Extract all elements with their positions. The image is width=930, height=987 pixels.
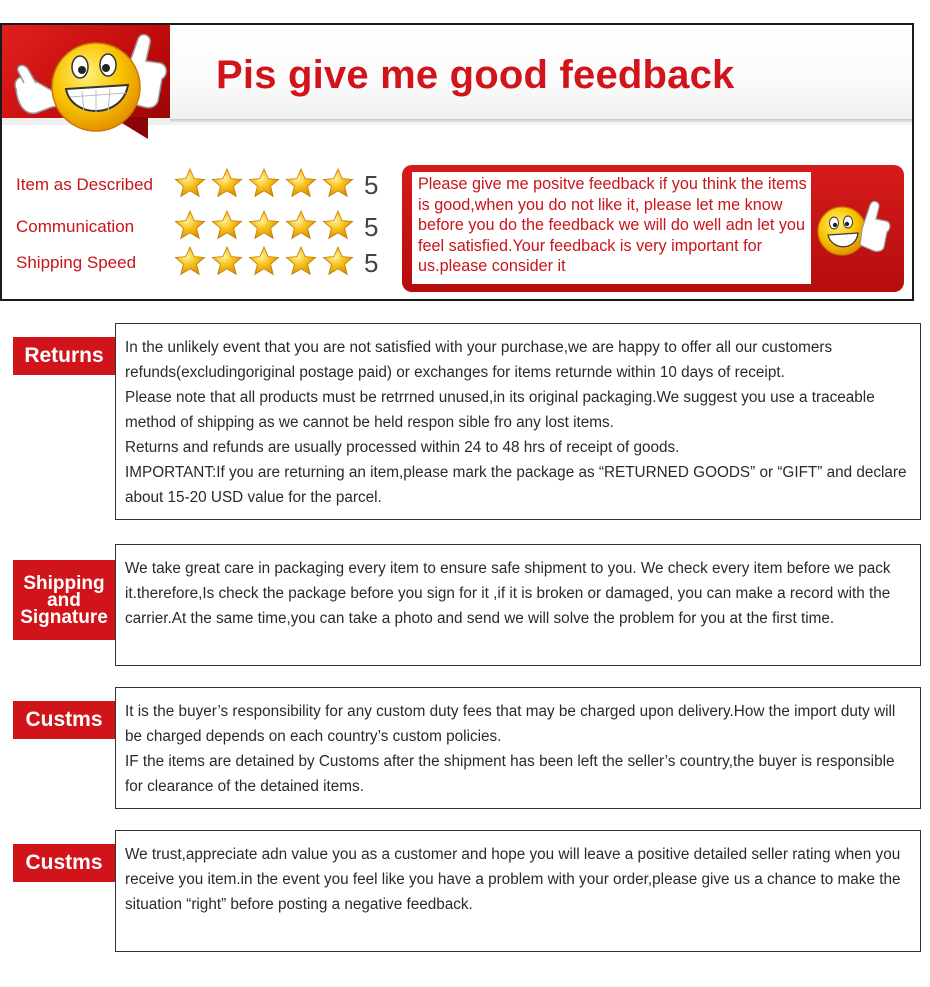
star-icon <box>174 167 206 199</box>
returns-content-box <box>115 323 921 520</box>
section-tag-shipping-signature <box>13 560 115 640</box>
star-icon <box>285 209 317 241</box>
rating-value: 5 <box>364 170 379 200</box>
shipping-paragraph-1: We take great care in packaging every item to ensure safe shipment to you. We check every item before we pack it.therefore,Is check the package before you sign for it ,if it is broken or damaged, you can make a record with the carrier.At the same time,you can take a photo and send we will solve the problem for you at the first time. <box>125 560 891 627</box>
star-icon <box>211 209 243 241</box>
returns-paragraph-4: IMPORTANT:If you are returning an item,please mark the package as “RETURNED GOODS” or “GIFT” and declare about 15-20 USD value for the parcel. <box>125 464 907 506</box>
star-icon <box>248 209 280 241</box>
rating-label: Communication <box>16 217 135 236</box>
star-icon <box>211 167 243 199</box>
section-tag-customs <box>13 701 115 739</box>
star-icon <box>248 245 280 277</box>
star-icon <box>322 167 354 199</box>
thumbs-up-smiley-icon <box>10 27 172 145</box>
rating-label: Item as Described <box>16 175 153 194</box>
rating-value: 5 <box>364 248 379 278</box>
customs-content-box <box>115 687 921 809</box>
section-tag-label: Returns <box>24 344 104 367</box>
returns-paragraph-1: In the unlikely event that you are not satisfied with your purchase,we are happy to offer all our customers refunds(excludingoriginal postage paid) or exchanges for items returnde within 10 days of receipt. <box>125 339 833 381</box>
star-icon <box>285 245 317 277</box>
star-icon <box>174 209 206 241</box>
star-rating <box>174 167 354 203</box>
rating-row-communication <box>16 209 396 245</box>
feedback-message-box <box>402 165 904 292</box>
star-rating <box>174 245 354 281</box>
feedback-title: Pis give me good feedback <box>216 53 735 97</box>
customs-paragraph-2: IF the items are detained by Customs after the shipment has been left the seller’s country,the buyer is responsible for clearance of the detained items. <box>125 753 895 795</box>
section-tag-label: Shipping <box>23 572 105 594</box>
rating-label: Shipping Speed <box>16 253 137 272</box>
rating-value: 5 <box>364 212 379 242</box>
returns-paragraph-3: Returns and refunds are usually processed within 24 to 48 hrs of receipt of goods. <box>125 439 680 456</box>
rating-row-item-as-described <box>16 167 396 203</box>
feedback-message-text: Please give me positve feedback if you think the items is good,when you do not like it, please let me know before you do the feedback we will do well adn let you feel satisfied.Your feedback is very important for us.please consider it <box>418 175 807 276</box>
thumbs-up-smiley-icon <box>812 189 892 269</box>
section-tag-label: Signature <box>20 606 108 628</box>
star-icon <box>248 167 280 199</box>
section-tag-customs-trust <box>13 844 115 882</box>
section-tag-label: Custms <box>25 851 103 874</box>
customs-paragraph-1: It is the buyer’s responsibility for any custom duty fees that may be charged upon delivery.How the import duty will be charged depends on each country’s custom policies. <box>125 703 896 745</box>
feedback-banner <box>2 25 912 125</box>
section-tag-label: and <box>47 589 81 611</box>
star-icon <box>322 209 354 241</box>
trust-content-box <box>115 830 921 952</box>
returns-paragraph-2: Please note that all products must be retrrned unused,in its original packaging.We suggest you use a traceable method of shipping as we cannot be held respon sible fro any lost items. <box>125 389 875 431</box>
shipping-content-box <box>115 544 921 666</box>
trust-paragraph-1: We trust,appreciate adn value you as a customer and hope you will leave a positive detailed seller rating when you receive you item.in the event you feel like you have a problem with your order,please give us a chance to make the situation “right” before posting a negative feedback. <box>125 846 901 913</box>
feedback-panel <box>0 23 914 301</box>
section-tag-returns <box>13 337 115 375</box>
star-icon <box>211 245 243 277</box>
banner-shadow <box>170 119 912 124</box>
star-icon <box>285 167 317 199</box>
feedback-message-card <box>412 172 811 284</box>
star-icon <box>322 245 354 277</box>
star-icon <box>174 245 206 277</box>
section-tag-label: Custms <box>25 708 103 731</box>
rating-row-shipping-speed <box>16 245 396 281</box>
star-rating <box>174 209 354 245</box>
